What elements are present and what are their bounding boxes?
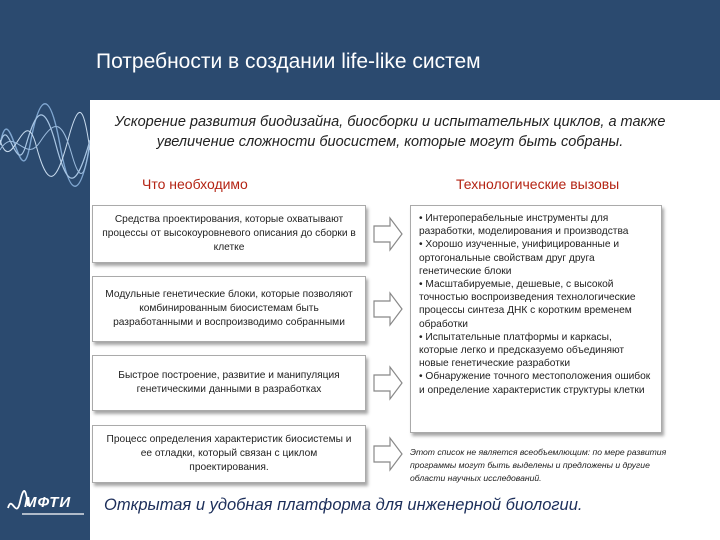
challenges-box xyxy=(410,205,662,433)
need-box xyxy=(92,425,366,483)
footer-text: Открытая и удобная платформа для инженерной биологии. xyxy=(104,496,583,514)
logo-text: МФТИ xyxy=(24,494,72,511)
challenge-item: • Интероперабельные инструменты для разработки, моделирования и производства xyxy=(419,213,629,238)
needs-heading: Что необходимо xyxy=(142,176,248,192)
challenge-item: • Испытательные платформы и каркасы, которые легко и предсказуемо объединяют новые генетические разработки xyxy=(419,331,625,370)
wave-decoration xyxy=(0,70,90,220)
intro-text: Ускорение развития биодизайна, биосборки и испытательных циклов, а также увеличение сложности биосистем, которые могут быть собраны. xyxy=(114,114,666,150)
need-text: Модульные генетические блоки, которые позволяют комбинированным биосистемам быть разработанными и воспроизводимо собранными xyxy=(105,289,353,328)
arrow-right-icon xyxy=(372,363,404,403)
arrow-right-icon xyxy=(372,214,404,254)
need-text: Средства проектирования, которые охватывают процессы от высокоуровневого описания до сборки в клетке xyxy=(102,214,356,253)
need-text: Процесс определения характеристик биосистемы и ее отладки, который связан с циклом проектирования. xyxy=(106,434,352,473)
challenges-heading: Технологические вызовы xyxy=(456,176,620,192)
challenge-item: • Обнаружение точного местоположения ошибок и определение характеристик структуры клетки xyxy=(419,371,651,396)
challenge-item: • Масштабируемые, дешевые, с высокой точностью воспроизведения технологические процессы синтеза ДНК с коротким временем обработки xyxy=(419,279,636,330)
need-text: Быстрое построение, развитие и манипуляция генетическими данными в разработках xyxy=(118,370,340,395)
arrow-right-icon xyxy=(372,289,404,329)
note-text: Этот список не является всеобъемлющим: по мере развития программы могут быть выделены и предложены и другие области научных исследований. xyxy=(410,447,667,483)
need-box xyxy=(92,205,366,263)
arrow-right-icon xyxy=(372,434,404,474)
need-box xyxy=(92,355,366,411)
challenge-item: • Хорошо изученные, унифицированные и ортогональные свойствам друг друга генетические блоки xyxy=(419,239,620,277)
need-box xyxy=(92,276,366,342)
page-title: Потребности в создании life-like систем xyxy=(96,50,481,73)
